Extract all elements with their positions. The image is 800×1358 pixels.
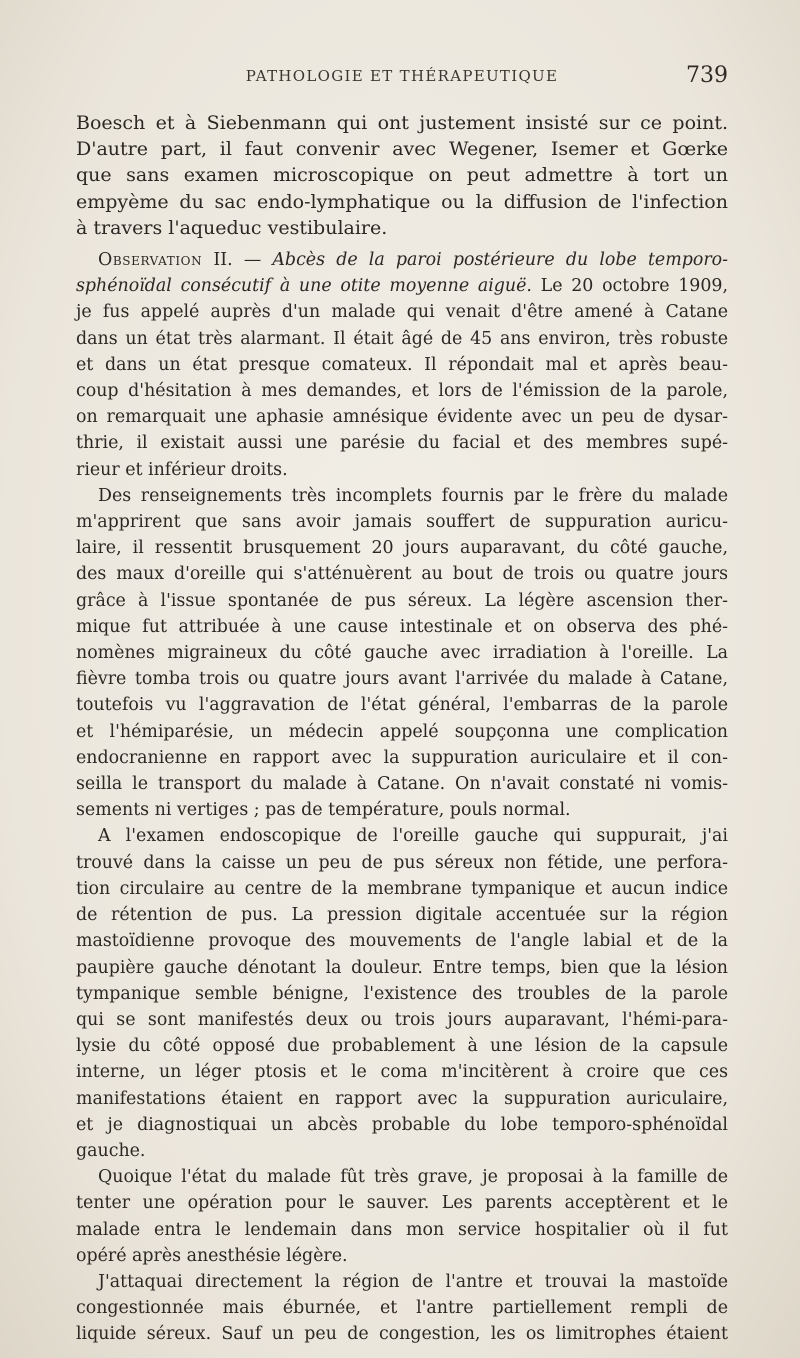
text-line: endocranienne en rapport avec la suppuration auriculaire et il con- bbox=[76, 747, 728, 768]
observation-number: II. — bbox=[202, 250, 273, 271]
observation-heading-line bbox=[76, 247, 728, 273]
text-line: mastoïdienne provoque des mouvements de l'angle labial et de la bbox=[76, 931, 728, 952]
text-line: on remarquait une aphasie amnésique évidente avec un peu de dysar- bbox=[76, 407, 728, 428]
text-line: laire, il ressentit brusquement 20 jours auparavant, du côté gauche, bbox=[76, 538, 728, 559]
text-line: trouvé dans la caisse un peu de pus séreux non fétide, une perfora- bbox=[76, 852, 728, 873]
page-header bbox=[76, 63, 728, 93]
text-line: à travers l'aqueduc vestibulaire. bbox=[76, 216, 388, 239]
text-line: empyème du sac endo-lymphatique ou la diffusion de l'infection bbox=[76, 190, 728, 213]
text-line: gauche. bbox=[76, 1140, 146, 1161]
observation-date: Le 20 octobre 1909, bbox=[531, 276, 729, 297]
text-line bbox=[76, 823, 728, 849]
text-line: m'apprirent que sans avoir jamais souffert de suppuration auricu- bbox=[76, 512, 728, 533]
text-line: dans un état très alarmant. Il était âgé de 45 ans environ, très robuste bbox=[76, 328, 728, 349]
running-head: PATHOLOGIE ET THÉRAPEUTIQUE bbox=[245, 67, 559, 85]
text-span: Quoique l'état du malade fût très grave, je proposai à la famille de bbox=[98, 1167, 728, 1188]
text-line: sements ni vertiges ; pas de température, pouls normal. bbox=[76, 800, 571, 821]
page-number: 739 bbox=[686, 63, 728, 88]
text-line: mique fut attribuée à une cause intestinale et on observa des phé- bbox=[76, 616, 728, 637]
text-line: opéré après anesthésie légère. bbox=[76, 1245, 348, 1266]
text-line: Boesch et à Siebenmann qui ont justement insisté sur ce point. bbox=[76, 112, 728, 134]
body-text bbox=[76, 110, 728, 1348]
text-line: fièvre tomba trois ou quatre jours avant l'arrivée du malade à Catane, bbox=[76, 669, 728, 690]
text-line: seilla le transport du malade à Catane. On n'avait constaté ni vomis- bbox=[76, 774, 728, 795]
text-line: des maux d'oreille qui s'atténuèrent au bout de trois ou quatre jours bbox=[76, 564, 728, 585]
text-span: Des renseignements très incomplets fournis par le frère du malade bbox=[98, 485, 728, 506]
text-line: tion circulaire au centre de la membrane tympanique et aucun indice bbox=[76, 878, 728, 899]
observation-title: Abcès de la paroi postérieure du lobe temporo- bbox=[272, 250, 728, 271]
text-line: thrie, il existait aussi une parésie du facial et des membres supé- bbox=[76, 433, 728, 454]
text-line: tympanique semble bénigne, l'existence des troubles de la parole bbox=[76, 983, 728, 1004]
text-line: lysie du côté opposé due probablement à une lésion de la capsule bbox=[76, 1036, 728, 1057]
observation-label: Observation bbox=[98, 250, 203, 271]
text-span: J'attaquai directement la région de l'antre et trouvai la mastoïde bbox=[98, 1271, 728, 1292]
text-line: interne, un léger ptosis et le coma m'incitèrent à croire que ces bbox=[76, 1062, 728, 1083]
paragraph bbox=[76, 110, 728, 241]
text-line: je fus appelé auprès d'un malade qui venait d'être amené à Catane bbox=[76, 302, 728, 323]
text-line: manifestations étaient en rapport avec la suppuration auriculaire, bbox=[76, 1088, 728, 1109]
text-span: A l'examen endoscopique de l'oreille gauche qui suppurait, j'ai bbox=[98, 826, 728, 847]
text-line bbox=[76, 483, 728, 509]
observation-title-line bbox=[76, 273, 728, 299]
text-line: et je diagnostiquai un abcès probable du lobe temporo-sphénoïdal bbox=[76, 1114, 728, 1135]
text-line: qui se sont manifestés deux ou trois jours auparavant, l'hémi-para- bbox=[76, 1009, 728, 1030]
text-line: que sans examen microscopique on peut admettre à tort un bbox=[76, 164, 728, 187]
text-line: et dans un état presque comateux. Il répondait mal et après beau- bbox=[76, 354, 728, 375]
text-line: coup d'hésitation à mes demandes, et lors de l'émission de la parole, bbox=[76, 381, 728, 402]
text-line: liquide séreux. Sauf un peu de congestion, les os limitrophes étaient bbox=[76, 1324, 728, 1345]
observation-title: sphénoïdal consécutif à une otite moyenne aiguë. bbox=[76, 276, 532, 297]
observation-block bbox=[76, 247, 728, 1348]
text-line: et l'hémiparésie, un médecin appelé soupçonna une complication bbox=[76, 721, 728, 742]
text-line: tenter une opération pour le sauver. Les parents acceptèrent et le bbox=[76, 1193, 728, 1214]
text-line: de rétention de pus. La pression digitale accentuée sur la région bbox=[76, 905, 728, 926]
text-line: grâce à l'issue spontanée de pus séreux. La légère ascension ther- bbox=[76, 590, 728, 611]
text-line bbox=[76, 1164, 728, 1190]
text-line: malade entra le lendemain dans mon service hospitalier où il fut bbox=[76, 1219, 728, 1240]
text-line: rieur et inférieur droits. bbox=[76, 459, 288, 480]
text-line: congestionnée mais éburnée, et l'antre partiellement rempli de bbox=[76, 1298, 728, 1319]
text-line: paupière gauche dénotant la douleur. Entre temps, bien que la lésion bbox=[76, 957, 728, 978]
text-line: toutefois vu l'aggravation de l'état général, l'embarras de la parole bbox=[76, 695, 728, 716]
text-line bbox=[76, 1269, 728, 1295]
text-line: nomènes migraineux du côté gauche avec irradiation à l'oreille. La bbox=[76, 643, 728, 664]
text-line: D'autre part, il faut convenir avec Wegener, Isemer et Gœrke bbox=[76, 138, 728, 161]
